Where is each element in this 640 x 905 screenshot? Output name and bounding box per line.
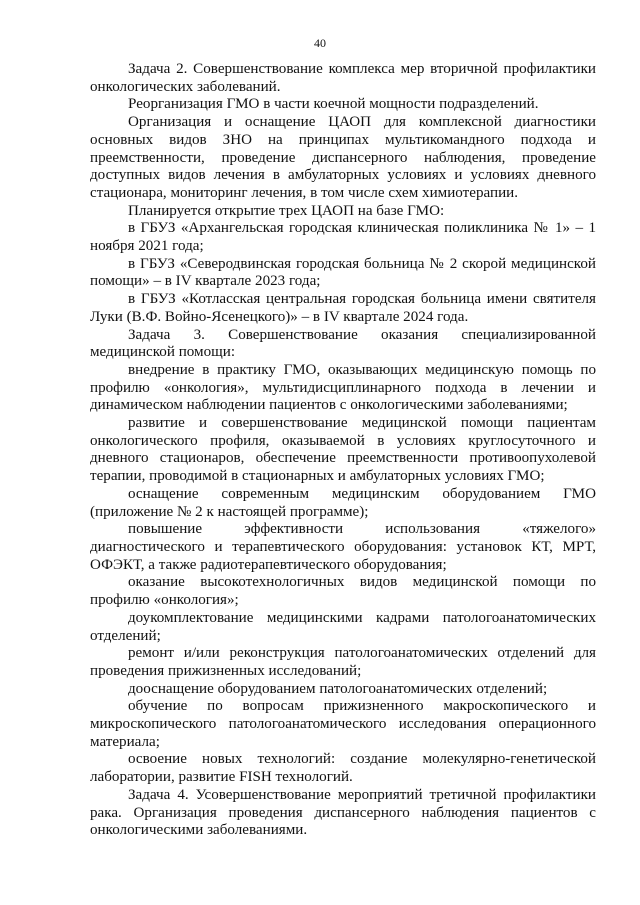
- paragraph-reorganization: Реорганизация ГМО в части коечной мощности подразделений.: [128, 96, 539, 113]
- paragraph-repair: ремонт и/или реконструкция патологоанатомических отделений для проведения прижизненных исследований;: [90, 645, 596, 679]
- paragraph-caop-kotlas: в ГБУЗ «Котласская центральная городская больница имени святителя Луки (В.Ф. Войно-Ясенецкого)» – в IV квартале 2024 года.: [90, 291, 596, 325]
- paragraph-equipment: оснащение современным медицинским оборудованием ГМО (приложение № 2 к настоящей программе);: [90, 485, 596, 520]
- paragraph-high-tech: оказание высокотехнологичных видов медицинской помощи по профилю «онкология»;: [90, 574, 596, 609]
- paragraph-task-3: Задача 3. Совершенствование оказания специализированной медицинской помощи:: [90, 326, 596, 361]
- paragraph-staffing: доукомплектование медицинскими кадрами патологоанатомических отделений;: [90, 609, 596, 644]
- paragraph-caop-arkhangelsk: в ГБУЗ «Архангельская городская клиническая поликлиника № 1» – 1 ноября 2021 года;: [90, 220, 596, 255]
- paragraph-re-equipment: дооснащение оборудованием патологоанатомических отделений;: [128, 680, 548, 697]
- page-number: 40: [314, 36, 326, 50]
- document-body: [90, 61, 596, 840]
- paragraph-caop-organization: Организация и оснащение ЦАОП для комплексной диагностики основных видов ЗНО на принципах мультикомандного подхода и преемственности, проведение диспансерного наблюдения, проведение доступных видов лечения в амбулаторных условиях и условиях дневного стационара, мониторинг лечения, в том числе схем химиотерапии.: [90, 114, 596, 201]
- paragraph-multidisciplinary: внедрение в практику ГМО, оказывающих медицинскую помощь по профилю «онкология», мультидисциплинарного подхода в лечении и динамическом наблюдении пациентов с онкологическими заболеваниями;: [90, 361, 596, 414]
- paragraph-training: обучение по вопросам прижизненного макроскопического и микроскопического патологоанатомического исследования операционного материала;: [90, 698, 596, 750]
- paragraph-task-4: Задача 4. Усовершенствование мероприятий третичной профилактики рака. Организация проведения диспансерного наблюдения пациентов с онкологическими заболеваниями.: [90, 786, 596, 839]
- paragraph-hospital-care: развитие и совершенствование медицинской помощи пациентам онкологического профиля, оказываемой в условиях круглосуточного и дневного стационаров, обеспечение преемственности противоопухолевой терапии, проводимой в стационарных и амбулаторных условиях ГМО;: [90, 415, 596, 485]
- paragraph-new-technologies: освоение новых технологий: создание молекулярно-генетической лаборатории, развитие FISH технологий.: [90, 751, 596, 786]
- paragraph-heavy-equipment: повышение эффективности использования «тяжелого» диагностического и терапевтического оборудования: установок КТ, МРТ, ОФЭКТ, а также радиотерапевтического оборудования;: [90, 521, 596, 573]
- paragraph-caop-plan: Планируется открытие трех ЦАОП на базе ГМО:: [128, 202, 445, 219]
- paragraph-caop-severodvinsk: в ГБУЗ «Северодвинская городская больница № 2 скорой медицинской помощи» – в IV квартале 2023 года;: [90, 255, 596, 290]
- paragraph-task-2: Задача 2. Совершенствование комплекса мер вторичной профилактики онкологических заболеваний.: [90, 61, 596, 95]
